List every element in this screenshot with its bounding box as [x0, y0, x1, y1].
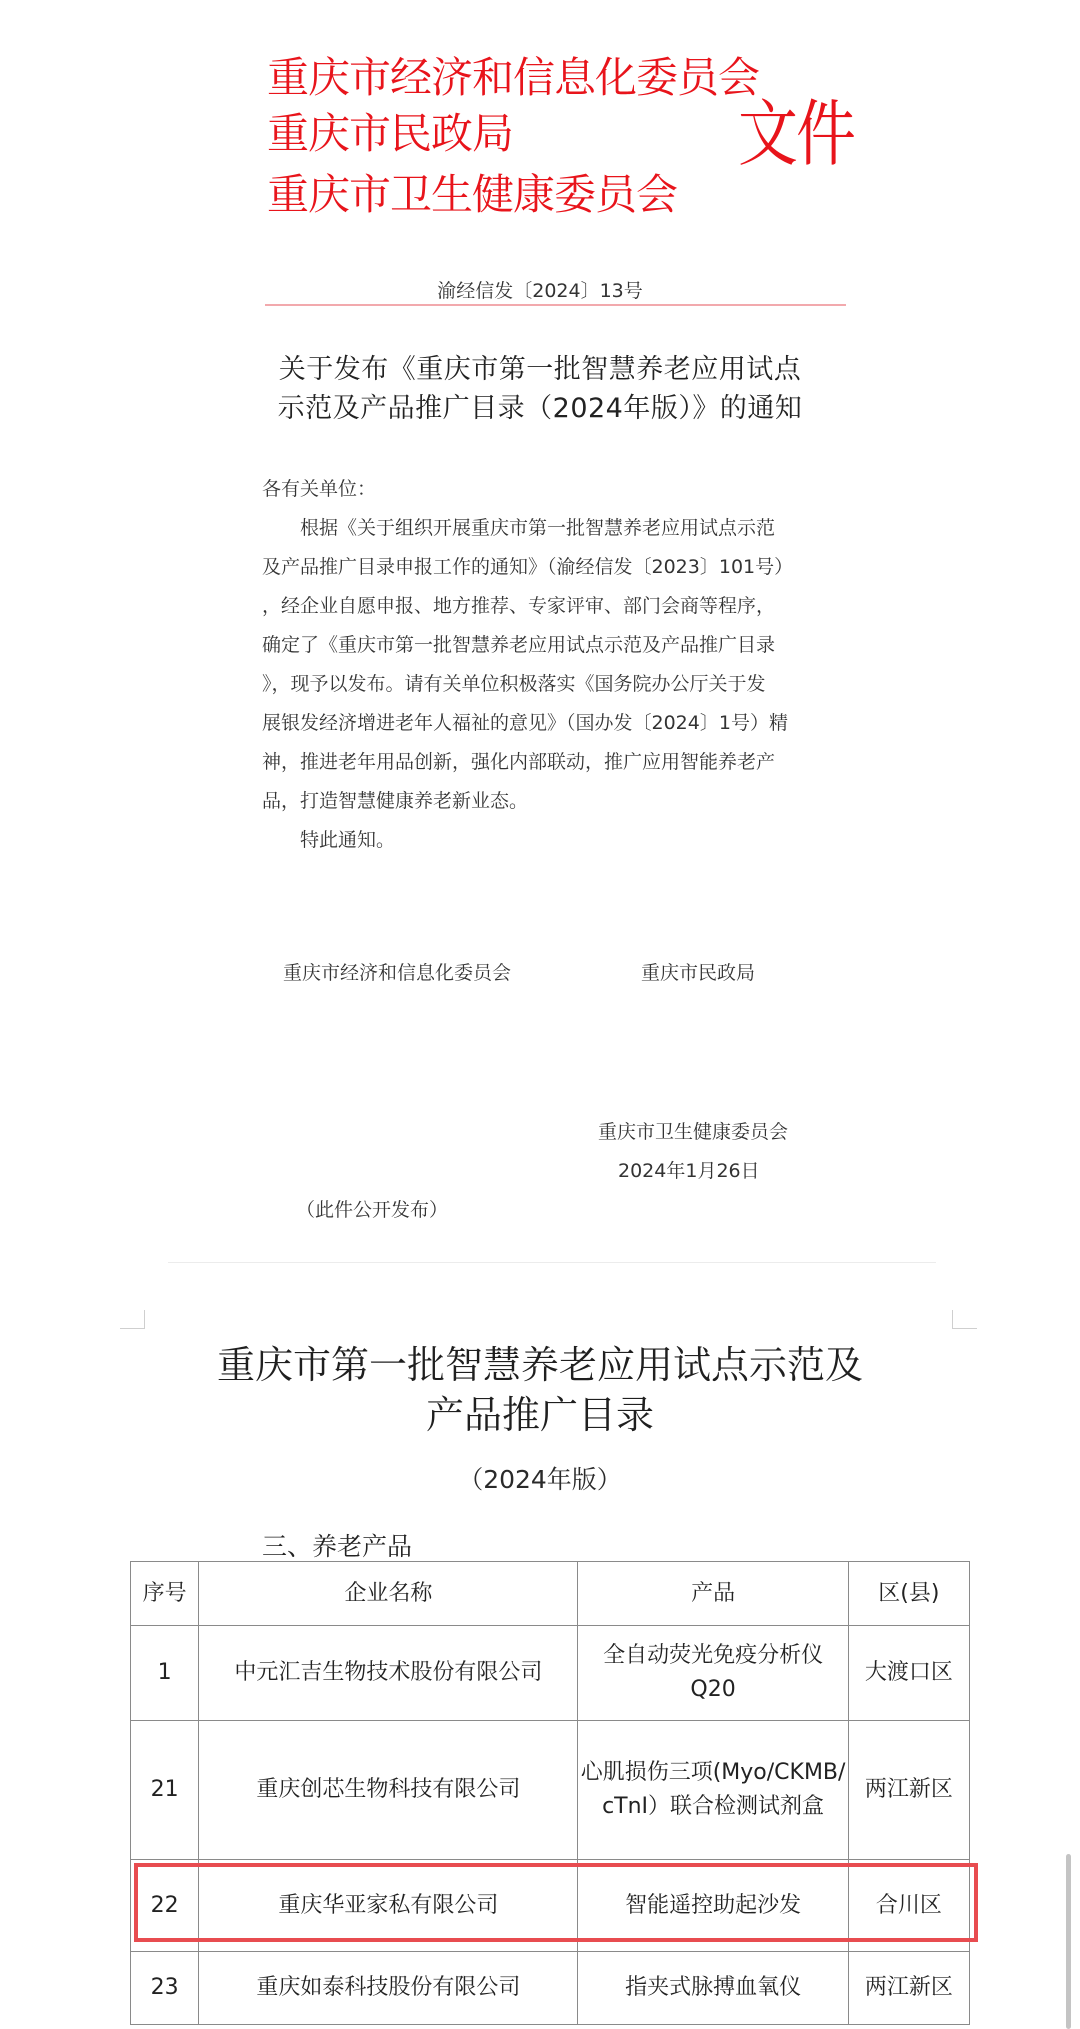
table-row — [131, 1952, 970, 2025]
cell-no: 1 — [131, 1626, 199, 1721]
notice-body — [262, 470, 832, 860]
signature-date: 2024年1月26日 — [618, 1160, 760, 1182]
body-line: 确定了《重庆市第一批智慧养老应用试点示范及产品推广目录 — [262, 634, 776, 656]
signature-left: 重庆市经济和信息化委员会 — [283, 962, 512, 984]
catalog-title-line-2: 产品推广目录 — [425, 1393, 654, 1437]
catalog-title — [0, 1340, 1080, 1440]
issuer-line-3: 重庆市卫生健康委员会 — [267, 170, 678, 219]
catalog-edition: （2024年版） — [458, 1465, 622, 1494]
cell-product: 指夹式脉搏血氧仪 — [578, 1952, 848, 2025]
table-row — [131, 1721, 970, 1860]
catalog-title-line-1: 重庆市第一批智慧养老应用试点示范及 — [216, 1343, 863, 1387]
cell-product: 心肌损伤三项(Myo/CKMB/cTnI）联合检测试剂盒 — [578, 1721, 848, 1860]
section-heading: 三、养老产品 — [262, 1532, 413, 1561]
catalog-table — [130, 1561, 970, 2025]
cell-company: 重庆华亚家私有限公司 — [199, 1860, 578, 1952]
notice-title — [0, 350, 1080, 428]
header-company: 企业名称 — [199, 1562, 578, 1626]
cell-product: 智能遥控助起沙发 — [578, 1860, 848, 1952]
cell-no: 22 — [131, 1860, 199, 1952]
cell-district: 合川区 — [848, 1860, 969, 1952]
header-product: 产品 — [578, 1562, 848, 1626]
issuer-line-2: 重庆市民政局 — [267, 109, 514, 158]
cell-no: 23 — [131, 1952, 199, 2025]
document-number: 渝经信发〔2024〕13号 — [437, 280, 643, 302]
closing: 特此通知。 — [300, 829, 396, 851]
body-line: 品，打造智慧健康养老新业态。 — [262, 790, 529, 812]
cell-company: 中元汇吉生物技术股份有限公司 — [199, 1626, 578, 1721]
table-row — [131, 1626, 970, 1721]
publication-note: （此件公开发布） — [296, 1199, 449, 1221]
header-district: 区(县) — [848, 1562, 969, 1626]
document-label: 文件 — [738, 93, 854, 177]
cell-company: 重庆创芯生物科技有限公司 — [199, 1721, 578, 1860]
cell-product: 全自动荧光免疫分析仪Q20 — [578, 1626, 848, 1721]
page-separator — [168, 1262, 936, 1263]
table-header-row — [131, 1562, 970, 1626]
body-line: 及产品推广目录申报工作的通知》（渝经信发〔2023〕101号） — [262, 556, 794, 578]
salutation: 各有关单位： — [262, 478, 377, 500]
body-line: ，经企业自愿申报、地方推荐、专家评审、部门会商等程序， — [262, 595, 776, 617]
notice-title-line-1: 关于发布《重庆市第一批智慧养老应用试点 — [278, 354, 802, 385]
header-no: 序号 — [131, 1562, 199, 1626]
red-divider — [265, 304, 846, 306]
body-line: 根据《关于组织开展重庆市第一批智慧养老应用试点示范 — [300, 517, 776, 539]
highlight-box — [134, 1863, 978, 1942]
page-corner-mark-left — [120, 1310, 145, 1329]
page-corner-mark-right — [952, 1310, 977, 1329]
cell-district: 两江新区 — [848, 1952, 969, 2025]
body-line: 》，现予以发布。请有关单位积极落实《国务院办公厅关于发 — [262, 673, 766, 695]
signature-bottom: 重庆市卫生健康委员会 — [598, 1121, 789, 1143]
issuer-line-1: 重庆市经济和信息化委员会 — [267, 53, 760, 102]
cell-company: 重庆如泰科技股份有限公司 — [199, 1952, 578, 2025]
body-line: 展银发经济增进老年人福祉的意见》（国办发〔2024〕1号）精 — [262, 712, 788, 734]
scrollbar-thumb[interactable] — [1066, 1854, 1071, 2029]
cell-no: 21 — [131, 1721, 199, 1860]
cell-district: 两江新区 — [848, 1721, 969, 1860]
body-line: 神，推进老年用品创新，强化内部联动，推广应用智能养老产 — [262, 751, 776, 773]
cell-district: 大渡口区 — [848, 1626, 969, 1721]
notice-title-line-2: 示范及产品推广目录（2024年版）》的通知 — [277, 393, 803, 424]
signature-right: 重庆市民政局 — [641, 962, 756, 984]
